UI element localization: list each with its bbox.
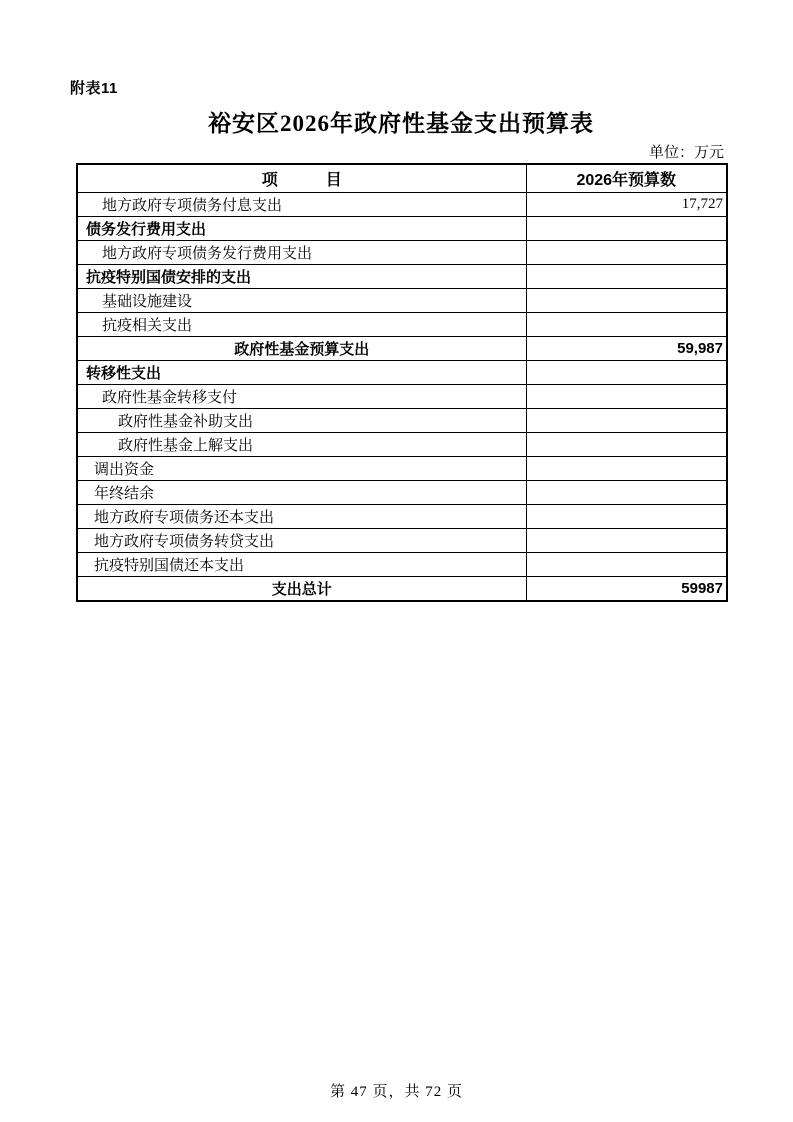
table-row — [77, 481, 727, 505]
row-value-cell — [526, 505, 727, 529]
row-value-cell — [526, 553, 727, 577]
table-row — [77, 361, 727, 385]
row-label-cell: 政府性基金转移支付 — [77, 385, 526, 409]
row-label-cell: 转移性支出 — [77, 361, 526, 385]
row-label-cell: 政府性基金补助支出 — [77, 409, 526, 433]
budget-table — [76, 163, 728, 602]
row-value-cell: 59987 — [526, 577, 727, 602]
table-row — [77, 577, 727, 602]
row-value-cell — [526, 385, 727, 409]
row-label-cell: 调出资金 — [77, 457, 526, 481]
row-value-cell — [526, 529, 727, 553]
table-row — [77, 385, 727, 409]
row-value-cell — [526, 289, 727, 313]
row-label-cell: 基础设施建设 — [77, 289, 526, 313]
row-value-cell — [526, 265, 727, 289]
page-title: 裕安区2026年政府性基金支出预算表 — [208, 111, 594, 136]
row-value-cell — [526, 241, 727, 265]
row-label-cell: 地方政府专项债务还本支出 — [77, 505, 526, 529]
row-value-cell — [526, 361, 727, 385]
row-value-cell — [526, 457, 727, 481]
row-label-cell: 年终结余 — [77, 481, 526, 505]
row-value-cell — [526, 433, 727, 457]
table-row — [77, 409, 727, 433]
row-label-cell: 政府性基金预算支出 — [77, 337, 526, 361]
row-value-cell — [526, 217, 727, 241]
row-label-cell: 地方政府专项债务发行费用支出 — [77, 241, 526, 265]
table-row — [77, 433, 727, 457]
row-value-cell: 17,727 — [526, 193, 727, 217]
row-label-cell: 地方政府专项债务转贷支出 — [77, 529, 526, 553]
table-row — [77, 289, 727, 313]
table-row — [77, 265, 727, 289]
table-row — [77, 313, 727, 337]
table-row — [77, 505, 727, 529]
row-value-cell — [526, 409, 727, 433]
table-row — [77, 217, 727, 241]
row-label-cell: 政府性基金上解支出 — [77, 433, 526, 457]
unit-label: 单位：万元 — [648, 145, 724, 161]
row-value-cell: 59,987 — [526, 337, 727, 361]
sheet-label: 附表11 — [70, 80, 118, 97]
table-row — [77, 529, 727, 553]
row-label-cell: 抗疫相关支出 — [77, 313, 526, 337]
table-row — [77, 457, 727, 481]
row-value-cell — [526, 481, 727, 505]
column-header-amount: 2026年预算数 — [526, 164, 727, 193]
table-header-row — [77, 164, 727, 193]
row-label-cell: 抗疫特别国债还本支出 — [77, 553, 526, 577]
row-label-cell: 抗疫特别国债安排的支出 — [77, 265, 526, 289]
row-value-cell — [526, 313, 727, 337]
table-row — [77, 193, 727, 217]
table-row — [77, 337, 727, 361]
column-header-item: 项 目 — [77, 164, 526, 193]
table-row — [77, 553, 727, 577]
row-label-cell: 债务发行费用支出 — [77, 217, 526, 241]
row-label-cell: 地方政府专项债务付息支出 — [77, 193, 526, 217]
page-number-footer: 第 47 页，共 72 页 — [329, 1084, 463, 1100]
table-row — [77, 241, 727, 265]
row-label-cell: 支出总计 — [77, 577, 526, 602]
